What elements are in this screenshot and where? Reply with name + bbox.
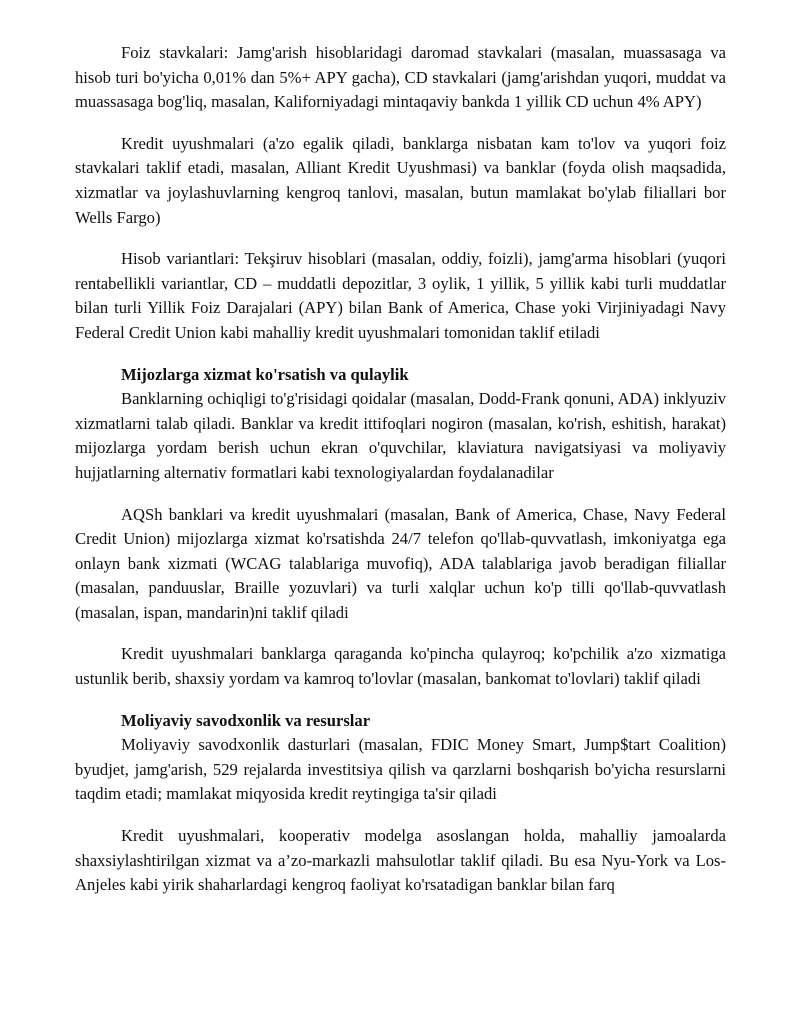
paragraph-us-banks-support: AQSh banklari va kredit uyushmalari (masalan, Bank of America, Chase, Navy Federal Credit Union) mijozlarga xizmat ko'rsatishda 24/7 telefon qo'llab-quvvatlash, imkoniyatga ega onlayn bank xizmati (WCAG talablariga muvofiq), ADA talablariga javob beradigan filiallar (masalan, panduuslar, Braille yozuvlari) va turli xalqlar uchun ko'p tilli qo'llab-quvvatlash (masalan, ispan, mandarin)ni taklif qiladi — [75, 504, 726, 622]
paragraph-literacy-programs: Moliyaviy savodxonlik dasturlari (masalan, FDIC Money Smart, Jump$tart Coalition) byudjet, jamg'arish, 529 rejalarda investitsiya qilish va qarzlarni boshqarish bo'yicha resurslarni taqdim etadi; mamlakat miqyosida kredit reytingiga ta'sir qiladi — [75, 735, 726, 804]
paragraph-credit-unions-convenience: Kredit uyushmalari banklarga qaraganda ko'pincha qulayroq; ko'pchilik a'zo xizmatiga ustunlik berib, shaxsiy yordam va kamroq to'lovlar (masalan, bankomat to'lovlari) taklif qiladi — [75, 644, 726, 689]
paragraph-interest-rates: Foiz stavkalari: Jamg'arish hisoblaridagi daromad stavkalari (masalan, muassasaga va hisob turi bo'yicha 0,01% dan 5%+ APY gacha), CD stavkalari (jamg'arishdan yuqori, muddat va muassasaga bog'liq, masalan, Kaliforniyadagi mintaqaviy bankda 1 yillik CD uchun 4% APY) — [75, 43, 726, 112]
paragraph-account-options: Hisob variantlari: Tekşiruv hisoblari (masalan, oddiy, foizli), jamg'arma hisoblari (yuqori rentabellikli variantlar, CD – muddatli depozitlar, 3 oylik, 1 yillik, 5 yillik kabi turli muddatlar bilan turli Yillik Foiz Darajalari (APY) bilan Bank of America, Chase yoki Virjiniyadagi Navy Federal Credit Union kabi mahalliy kredit uyushmalari tomonidan taklif etiladi — [75, 249, 726, 342]
section-heading-financial-literacy: Moliyaviy savodxonlik va resurslar — [121, 710, 371, 730]
section-heading-customer-service: Mijozlarga xizmat ko'rsatish va qulaylik — [121, 364, 409, 384]
paragraph-credit-unions-vs-banks: Kredit uyushmalari (a'zo egalik qiladi, banklarga nisbatan kam to'lov va yuqori foiz stavkalari taklif etadi, masalan, Alliant Kredit Uyushmasi) va banklar (foyda olish maqsadida, xizmatlar va joylashuvlarning kengroq tanlovi, masalan, butun mamlakat bo'ylab filiallari bor Wells Fargo) — [75, 133, 726, 227]
paragraph-cooperative-model: Kredit uyushmalari, kooperativ modelga asoslangan holda, mahalliy jamoalarda shaxsiylashtirilgan xizmat va a’zo-markazli mahsulotlar taklif qiladi. Bu esa Nyu-York va Los-Anjeles kabi yirik shaharlardagi kengroq faoliyat ko'rsatadigan banklar bilan farq — [75, 826, 726, 895]
paragraph-accessibility-rules: Banklarning ochiqligi to'g'risidagi qoidalar (masalan, Dodd-Frank qonuni, ADA) inklyuziv xizmatlarni talab qiladi. Banklar va kredit ittifoqlari nogiron (masalan, ko'rish, eshitish, harakat) mijozlarga yordam berish uchun ekran o'quvchilar, klaviatura navigatsiyasi va moliyaviy hujjatlarning alternativ formatlari kabi texnologiyalardan foydalanadilar — [75, 389, 726, 482]
